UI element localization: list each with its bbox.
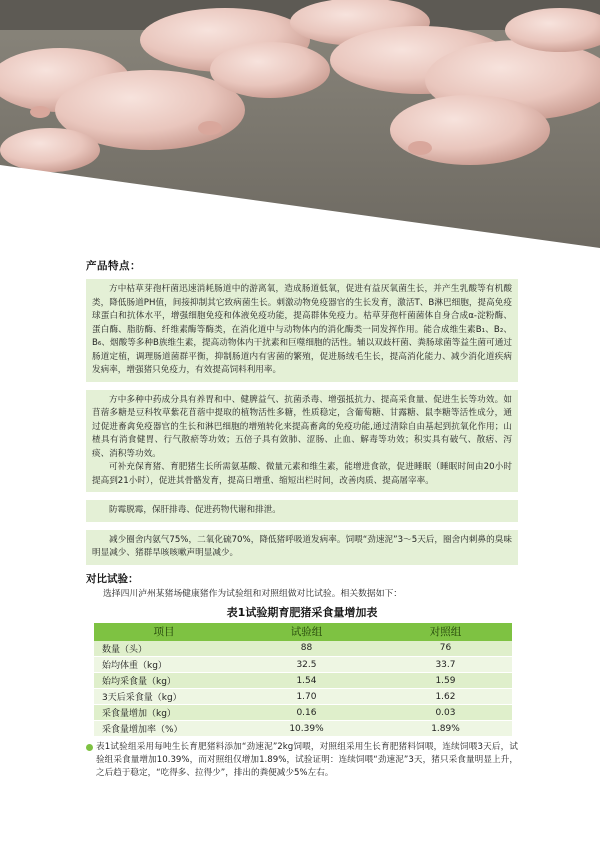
- features-paragraph-2: 方中多种中药成分具有养胃和中、健脾益气、抗菌杀毒、增强抵抗力、提高采食量、促进生长等功效。如苜蓿多糖是豆科牧草紫花苜蓿中提取的植物活性多糖，性质稳定，含葡萄糖、甘露糖、鼠李糖等活性成分，通过促进畜禽免疫器官的生长和淋巴细胞的增殖转化来提高畜禽的免疫功能,通过清除自由基起到抗氧化作用；山楂具有消食健胃、行气散瘀等功效；五倍子具有敛肺、涩肠、止血、解毒等功效；积实具有破气、散痞、泻痰、消积等功效。: [92, 394, 512, 459]
- table-row: [94, 673, 512, 689]
- table-row: [94, 657, 512, 673]
- row-control-value: 0.03: [379, 705, 512, 721]
- table-row: [94, 721, 512, 737]
- row-test-value: 1.70: [234, 689, 379, 705]
- row-control-value: 76: [379, 641, 512, 657]
- table-row: [94, 705, 512, 721]
- row-test-value: 32.5: [234, 657, 379, 673]
- compare-intro: 选择四川泸州某猪场健康猪作为试验组和对照组做对比试验。相关数据如下：: [103, 588, 403, 599]
- row-control-value: 1.59: [379, 673, 512, 689]
- table-title: 表1试验期育肥猪采食量增加表: [226, 605, 378, 619]
- feed-intake-table: [94, 623, 512, 738]
- row-label: 采食量增加率（%）: [94, 721, 234, 737]
- content-area: [86, 258, 518, 780]
- features-paragraph-3: 可补充保育猪、育肥猪生长所需氨基酸、微量元素和维生素，能增进食欲，促进睡眠（睡眠时间由20小时提高到21小时），促进其骨骼发育，提高日增重、缩短出栏时间，改善肉质、提高屠宰率。: [92, 462, 512, 486]
- hero-photo: [0, 0, 600, 260]
- features-block-4: [86, 530, 518, 565]
- row-label: 始均采食量（kg）: [94, 673, 234, 689]
- row-label: 数量（头）: [94, 641, 234, 657]
- features-block-1: [86, 279, 518, 382]
- table-row: [94, 641, 512, 657]
- row-label: 始均体重（kg）: [94, 657, 234, 673]
- row-control-value: 1.89%: [379, 721, 512, 737]
- bullet-dot-icon: [86, 744, 93, 751]
- row-label: 3天后采食量（kg）: [94, 689, 234, 705]
- table-header-row: [94, 623, 512, 641]
- features-block-3: [86, 500, 518, 522]
- compare-title: 对比试验：: [86, 572, 139, 585]
- row-control-value: 33.7: [379, 657, 512, 673]
- table-note: [86, 741, 518, 780]
- header-item: 项目: [94, 623, 234, 641]
- header-test-group: 试验组: [234, 623, 379, 641]
- row-label: 采食量增加（kg）: [94, 705, 234, 721]
- features-paragraph-1: 方中枯草芽孢杆菌迅速消耗肠道中的游离氧，造成肠道低氧，促进有益厌氧菌生长，并产生乳酸等有机酸类，降低肠道PH值，间接抑制其它致病菌生长。刺激动物免疫器官的生长发育，激活T、B淋巴细胞，提高免疫球蛋白和抗体水平，增强细胞免疫和体液免疫功能，提高群体免疫力。枯草芽孢杆菌菌体自身合成α-淀粉酶、蛋白酶、脂肪酶、纤维素酶等酶类，在消化道中与动物体内的消化酶类一同发挥作用。能合成维生素B₁、B₂、B₆、烟酸等多种B族维生素，提高动物体内干扰素和巨噬细胞的活性。辅以双歧杆菌、粪肠球菌等益生菌可通过肠道定植，调理肠道菌群平衡，抑制肠道内有害菌的繁殖，促进肠绒毛生长，提高消化能力、减少消化道疾病发病率，增强猪只免疫力，有效提高饲料利用率。: [92, 284, 512, 375]
- row-test-value: 10.39%: [234, 721, 379, 737]
- row-test-value: 0.16: [234, 705, 379, 721]
- row-test-value: 1.54: [234, 673, 379, 689]
- row-test-value: 88: [234, 641, 379, 657]
- table-row: [94, 689, 512, 705]
- row-control-value: 1.62: [379, 689, 512, 705]
- table-note-text: 表1试验组采用每吨生长育肥猪料添加“劲速泥”2kg饲喂，对照组采用生长育肥猪料饲喂，连续饲喂3天后，试验组采食量增加10.39%，而对照组仅增加1.89%，试验证明：连续饲喂“劲速泥”3天，猪只采食量明显上升，之后趋于稳定，“吃得多、拉得少”，排出的粪便减少5%左右。: [96, 742, 518, 778]
- features-paragraph-4: 防霉脱霉，保肝排毒、促进药物代谢和排泄。: [109, 505, 281, 515]
- pigs-photo-icon: [0, 0, 600, 260]
- features-paragraph-5: 减少圈舍内氨气75%，二氧化硫70%，降低猪呼吸道发病率。饲喂“劲速泥”3～5天后，圈舍内刺鼻的臭味明显减少、猪群旱咳咳嗽声明显减少。: [92, 534, 512, 558]
- header-control-group: 对照组: [379, 623, 512, 641]
- features-title: 产品特点：: [86, 260, 141, 272]
- features-block-2: [86, 390, 518, 493]
